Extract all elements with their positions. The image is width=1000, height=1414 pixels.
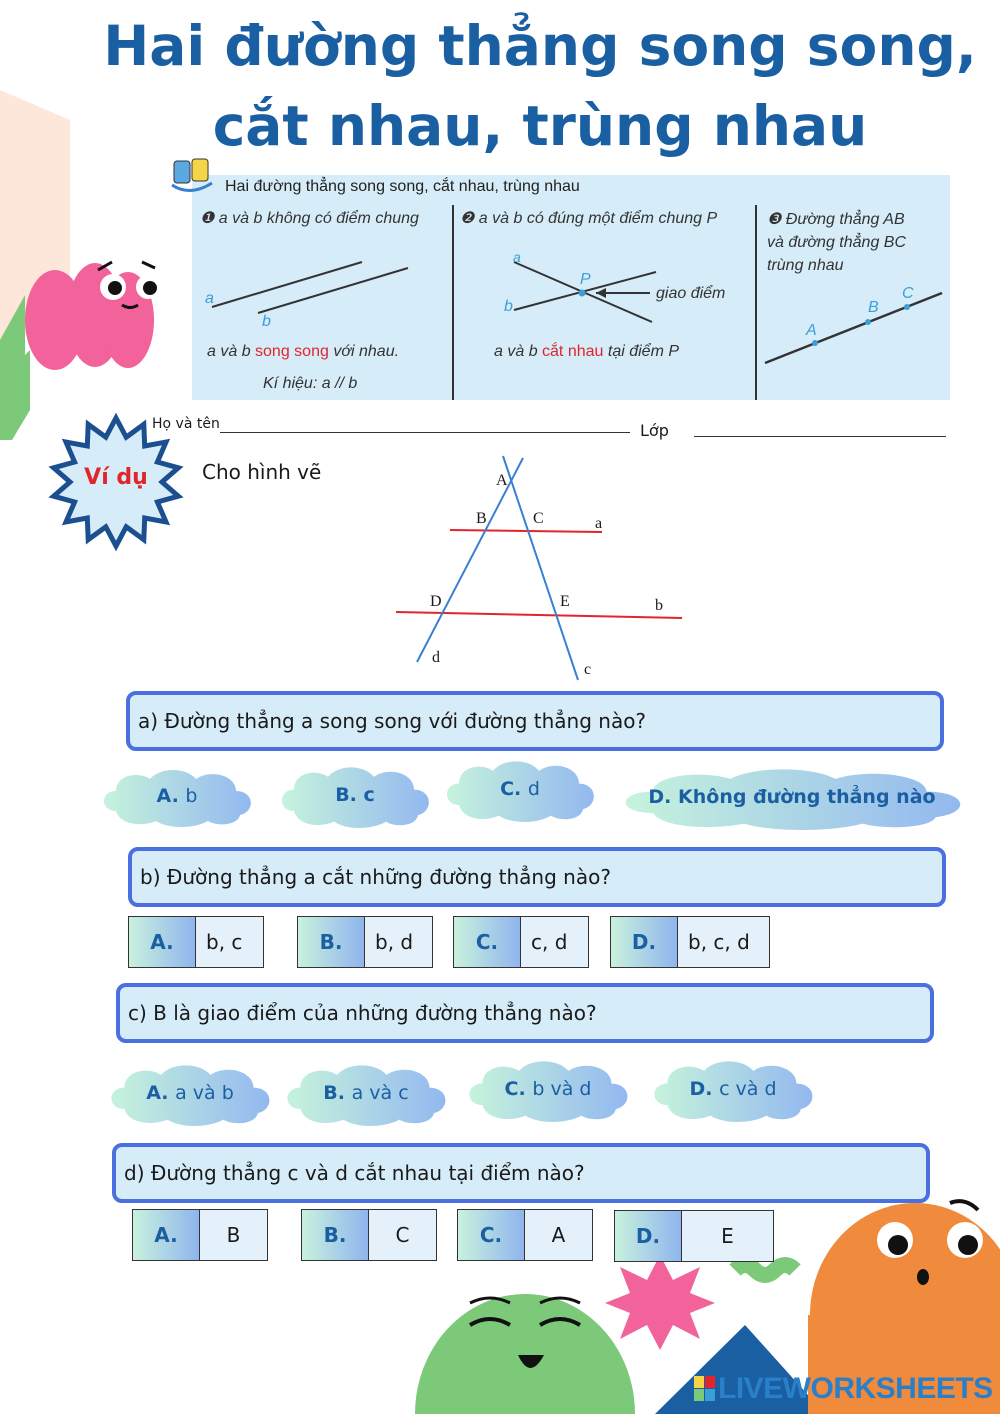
column-divider — [755, 205, 757, 400]
class-label: Lớp — [640, 421, 669, 440]
example-text: Cho hình vẽ — [202, 460, 322, 484]
caption-text: a và b — [207, 343, 256, 360]
answer-letter: A. — [129, 917, 196, 967]
col2-label-a: a — [513, 249, 521, 265]
answer-letter: B. — [323, 1082, 345, 1104]
answer-text — [146, 1082, 234, 1104]
answer-value: a và c — [351, 1082, 409, 1104]
answer-d-option-a[interactable] — [132, 1209, 268, 1261]
col2-caption — [494, 343, 679, 361]
parallel-lines-diagram — [200, 250, 450, 340]
liveworksheets-logo-icon — [694, 1376, 716, 1402]
col3-label-a: A — [806, 322, 817, 339]
answer-text — [335, 784, 375, 806]
col3-heading — [767, 208, 906, 277]
col2-label-b: b — [504, 298, 513, 315]
figure-label-E: E — [560, 593, 570, 610]
caption-text: a và b — [494, 343, 543, 360]
col3-heading-line: và đường thẳng BC — [767, 234, 907, 251]
answer-value: Không đường thẳng nào — [678, 786, 936, 808]
answer-value: b, c — [196, 917, 263, 967]
answer-letter: A. — [133, 1210, 200, 1260]
name-field[interactable] — [220, 432, 630, 433]
brand-text: LIVEWORKSHEETS — [718, 1372, 993, 1405]
answer-value: c và d — [719, 1078, 777, 1100]
question-d: d) Đường thẳng c và d cắt nhau tại điểm nào? — [112, 1143, 930, 1203]
answer-d-option-b[interactable] — [301, 1209, 437, 1261]
page-title — [0, 6, 1000, 166]
col2-heading: ❷ a và b có đúng một điểm chung P — [460, 210, 718, 227]
answer-letter: B. — [302, 1210, 369, 1260]
question-a: a) Đường thẳng a song song với đường thẳng nào? — [126, 691, 944, 751]
answer-letter: A. — [156, 785, 179, 807]
title-line-1: Hai đường thẳng song song, — [103, 14, 977, 78]
answer-a-option-b[interactable] — [276, 762, 434, 828]
col1-label-a: a — [205, 290, 214, 307]
col1-caption — [207, 343, 399, 361]
figure-label-d: d — [432, 649, 440, 666]
answer-text — [689, 1078, 776, 1100]
figure-label-C: C — [533, 510, 544, 527]
col1-label-b: b — [262, 313, 271, 330]
answer-text — [505, 1078, 592, 1100]
theory-heading: Hai đường thẳng song song, cắt nhau, trùng nhau — [225, 178, 580, 195]
answer-letter: D. — [689, 1078, 713, 1100]
caption-text: tại điểm P — [603, 343, 680, 360]
answer-text — [323, 1082, 408, 1104]
col1-symbol: Kí hiệu: a // b — [263, 375, 358, 392]
caption-highlight: cắt nhau — [542, 343, 604, 360]
answer-letter: B. — [335, 784, 357, 806]
answer-value: d — [527, 778, 540, 800]
name-label: Họ và tên — [152, 416, 220, 432]
answer-text — [500, 778, 540, 800]
answer-a-option-c[interactable] — [441, 756, 599, 822]
answer-letter: C. — [504, 1078, 526, 1100]
answer-c-option-d[interactable] — [648, 1056, 818, 1122]
col1-heading: ❶ a và b không có điểm chung — [200, 210, 419, 227]
col2-label-p: P — [580, 271, 591, 288]
answer-value: b — [185, 785, 198, 807]
answer-d-option-d[interactable] — [614, 1210, 774, 1262]
figure-label-a: a — [595, 515, 603, 532]
figure-label-b: b — [655, 597, 663, 614]
class-field[interactable] — [694, 436, 946, 437]
answer-b-option-d[interactable] — [610, 916, 770, 968]
answer-a-option-d[interactable] — [612, 764, 972, 830]
answer-letter: D. — [648, 786, 672, 808]
answer-value: A — [525, 1210, 592, 1260]
answer-value: E — [682, 1211, 773, 1261]
example-badge-text: Ví dụ — [84, 465, 148, 490]
title-line-2: cắt nhau, trùng nhau — [212, 94, 868, 158]
brand-logo — [694, 1372, 993, 1406]
answer-value: a và b — [175, 1082, 234, 1104]
figure-label-B: B — [476, 510, 487, 527]
answer-value: B — [200, 1210, 267, 1260]
answer-d-option-c[interactable] — [457, 1209, 593, 1261]
answer-b-option-b[interactable] — [297, 916, 433, 968]
geometry-figure — [380, 450, 700, 690]
answer-c-option-a[interactable] — [105, 1060, 275, 1126]
answer-text — [648, 786, 935, 808]
answer-letter: D. — [611, 917, 678, 967]
answer-b-option-a[interactable] — [128, 916, 264, 968]
answer-value: b và d — [532, 1078, 592, 1100]
answer-value: c, d — [521, 917, 588, 967]
coincident-lines-diagram — [760, 285, 950, 375]
col3-heading-line: ❸ Đường thẳng AB — [767, 211, 905, 228]
books-icon — [168, 155, 218, 199]
answer-letter: A. — [146, 1082, 169, 1104]
column-divider — [452, 205, 454, 400]
answer-letter: C. — [454, 917, 521, 967]
answer-b-option-c[interactable] — [453, 916, 589, 968]
answer-text — [157, 785, 198, 807]
answer-letter: D. — [615, 1211, 682, 1261]
col3-label-b: B — [868, 299, 879, 316]
col2-arrow-label: giao điểm — [656, 285, 726, 302]
answer-c-option-b[interactable] — [281, 1060, 451, 1126]
answer-letter: B. — [298, 917, 365, 967]
answer-value: b, d — [365, 917, 432, 967]
figure-label-A: A — [496, 472, 508, 489]
question-c: c) B là giao điểm của những đường thẳng nào? — [116, 983, 934, 1043]
answer-value: b, c, d — [678, 917, 769, 967]
answer-letter: C. — [458, 1210, 525, 1260]
col3-heading-line: trùng nhau — [767, 257, 844, 274]
answer-c-option-c[interactable] — [463, 1056, 633, 1122]
answer-letter: C. — [500, 778, 522, 800]
answer-value: C — [369, 1210, 436, 1260]
figure-label-D: D — [430, 593, 442, 610]
question-b: b) Đường thẳng a cắt những đường thẳng nào? — [128, 847, 946, 907]
answer-value: c — [363, 784, 375, 806]
caption-highlight: song song — [255, 343, 329, 360]
caption-text: với nhau. — [328, 343, 400, 360]
answer-a-option-a[interactable] — [98, 765, 256, 827]
figure-label-c: c — [584, 661, 592, 678]
col3-label-c: C — [902, 285, 914, 302]
